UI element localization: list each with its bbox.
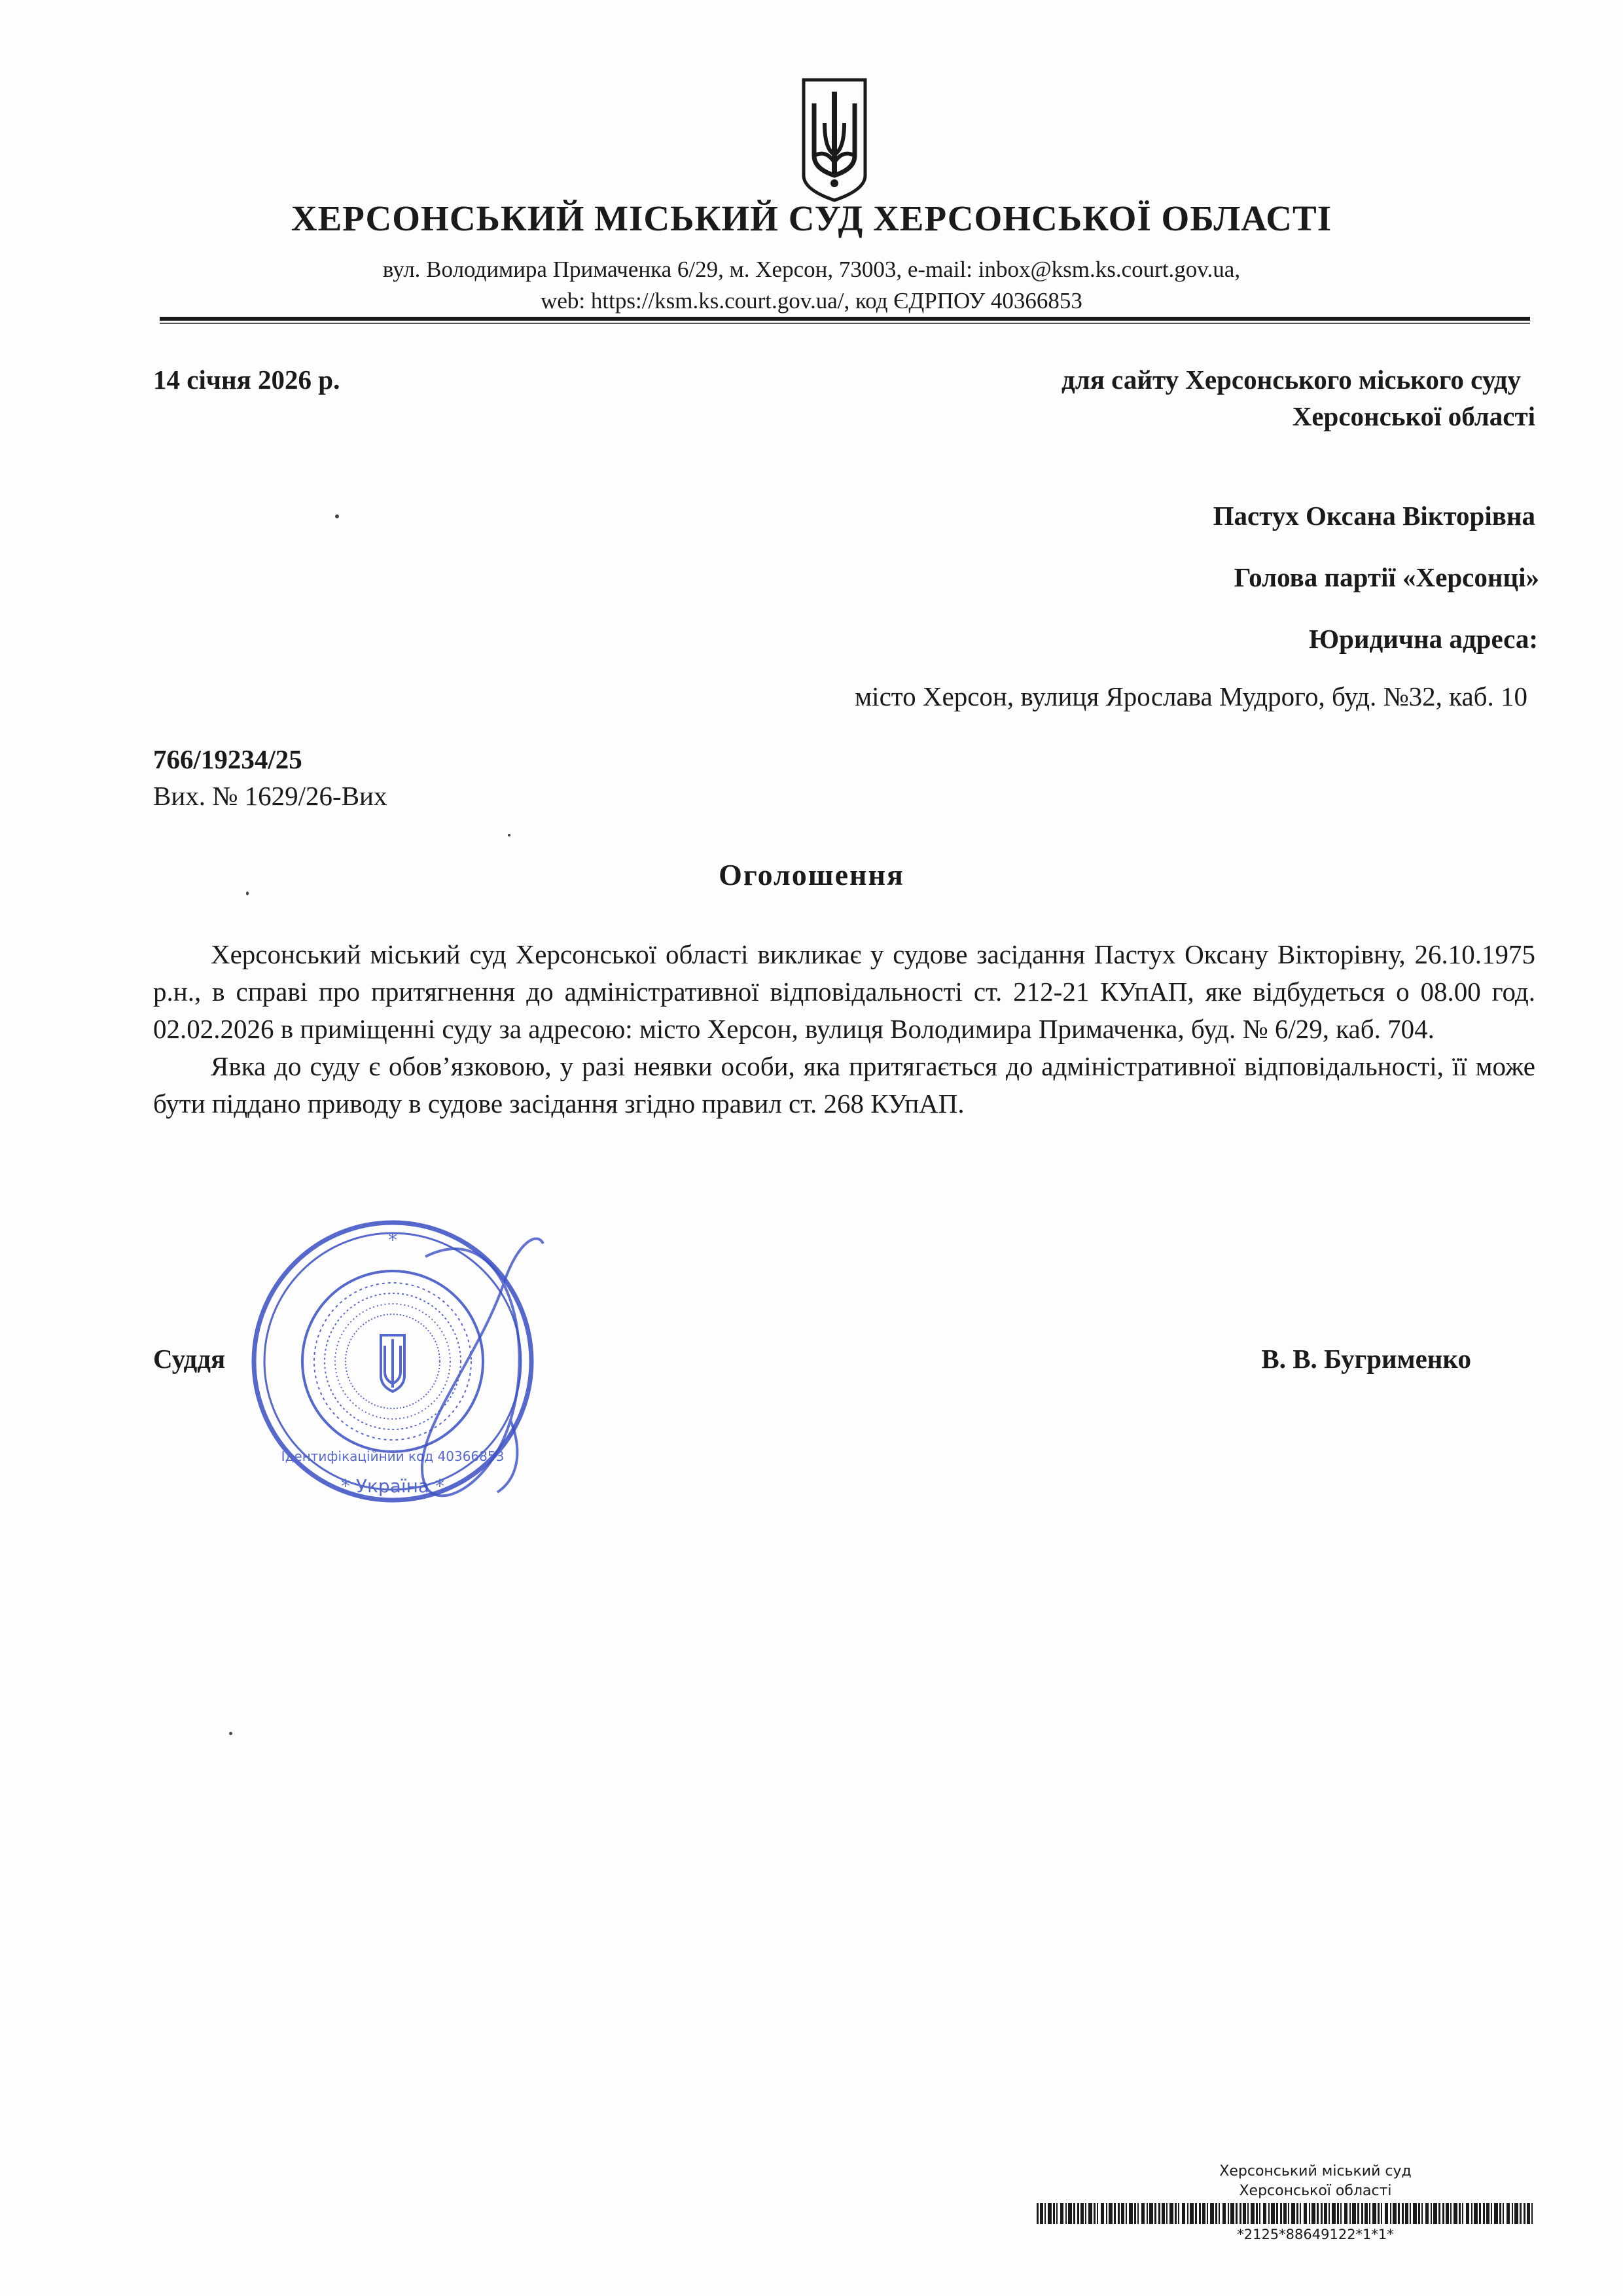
barcode-bar <box>1300 2203 1301 2224</box>
barcode-bar <box>1442 2203 1444 2224</box>
barcode-bar <box>1431 2203 1432 2224</box>
barcode-bar <box>1040 2203 1043 2224</box>
barcode-bar <box>1479 2203 1481 2224</box>
barcode-bar <box>1450 2203 1452 2224</box>
barcode-bar <box>1454 2203 1457 2224</box>
barcode-bar <box>1462 2203 1463 2224</box>
barcode-bar <box>1304 2203 1307 2224</box>
barcode-bar <box>1288 2203 1289 2224</box>
barcode-bar <box>1486 2203 1489 2224</box>
barcode-bar <box>1381 2203 1382 2224</box>
barcode-bar <box>1520 2203 1522 2224</box>
barcode-bar <box>1243 2203 1246 2224</box>
notice-body <box>153 936 1535 1122</box>
barcode-bar <box>1094 2203 1096 2224</box>
barcode-bar <box>1321 2203 1323 2224</box>
barcode-bar <box>1065 2203 1067 2224</box>
barcode-bar <box>1433 2203 1437 2224</box>
barcode-bar <box>1251 2203 1255 2224</box>
barcode-bar <box>1483 2203 1485 2224</box>
barcode-bar <box>1134 2203 1136 2224</box>
barcode-bar <box>1077 2203 1079 2224</box>
barcode-bar <box>1466 2203 1469 2224</box>
barcode-bar <box>1402 2203 1404 2224</box>
court-address-line: вул. Володимира Примаченка 6/29, м. Херсон, 73003, e-mail: inbox@ksm.ks.court.gov.ua, <box>382 257 1241 282</box>
barcode-bar <box>1405 2203 1408 2224</box>
barcode-bar <box>1349 2203 1351 2224</box>
barcode-bar <box>1357 2203 1359 2224</box>
barcode-bar <box>1195 2203 1197 2224</box>
barcode-bar <box>1385 2203 1388 2224</box>
barcode <box>1037 2203 1534 2224</box>
ukraine-trident-icon <box>800 77 869 203</box>
barcode-bar <box>1393 2203 1397 2224</box>
registration-court-line-2: Херсонської області <box>1239 2183 1392 2199</box>
barcode-bar <box>1332 2203 1336 2224</box>
barcode-bar <box>1044 2203 1046 2224</box>
barcode-bar <box>1166 2203 1168 2224</box>
outgoing-number: Вих. № 1629/26-Вих <box>153 781 387 811</box>
barcode-bar <box>1531 2203 1533 2224</box>
signer-label: Суддя <box>153 1344 226 1374</box>
barcode-bar <box>1474 2203 1478 2224</box>
barcode-bar <box>1364 2203 1368 2224</box>
barcode-bar <box>1126 2203 1127 2224</box>
barcode-bar <box>1109 2203 1113 2224</box>
notice-paragraph: Херсонський міський суд Херсонської області викликає у судове засідання Пастух Оксану Вікторівну, 26.10.1975 р.н., в справі про притягнення до адміністративної відповідальності ст. 212-21 КУпАП, яке відбудеться о 08.00 год. 02.02.2026 в приміщенні суду за адресою: місто Херсон, вулиця Володимира Примаченка, буд. № 6/29, каб. 704. <box>153 939 1535 1044</box>
barcode-bar <box>1413 2203 1417 2224</box>
barcode-bar <box>1280 2203 1282 2224</box>
addressee-address-label: Юридична адреса: <box>1308 624 1538 654</box>
barcode-bar <box>1418 2203 1420 2224</box>
court-seal <box>229 1204 569 1518</box>
barcode-bar <box>1259 2203 1260 2224</box>
barcode-bar <box>1271 2203 1275 2224</box>
barcode-bar <box>1291 2203 1295 2224</box>
header-divider <box>160 317 1530 321</box>
barcode-bar <box>1378 2203 1380 2224</box>
barcode-bar <box>1421 2203 1423 2224</box>
addressee-position: Голова партії «Херсонці» <box>1234 562 1539 592</box>
barcode-bar <box>1263 2203 1266 2224</box>
header-divider-thin <box>160 323 1530 324</box>
document-date: 14 січня 2026 р. <box>153 365 340 395</box>
barcode-bar <box>1268 2203 1270 2224</box>
registration-court-line-1: Херсонський міський суд <box>1219 2163 1412 2179</box>
barcode-bar <box>1060 2203 1063 2224</box>
barcode-bar <box>1398 2203 1400 2224</box>
barcode-bar <box>1169 2203 1173 2224</box>
barcode-number: *2125*88649122*1*1* <box>1237 2227 1394 2242</box>
barcode-bar <box>1097 2203 1098 2224</box>
barcode-bar <box>1256 2203 1258 2224</box>
barcode-bar <box>1053 2203 1055 2224</box>
barcode-bar <box>1340 2203 1342 2224</box>
barcode-bar <box>1236 2203 1238 2224</box>
barcode-bar <box>1048 2203 1052 2224</box>
barcode-bar <box>1129 2203 1133 2224</box>
recipient-line-2: Херсонської області <box>1292 401 1535 431</box>
barcode-bar <box>1101 2203 1104 2224</box>
barcode-bar <box>1317 2203 1319 2224</box>
barcode-bar <box>1106 2203 1107 2224</box>
barcode-bar <box>1149 2203 1153 2224</box>
barcode-bar <box>1118 2203 1120 2224</box>
barcode-bar <box>1503 2203 1504 2224</box>
barcode-bar <box>1114 2203 1116 2224</box>
barcode-bar <box>1068 2203 1072 2224</box>
barcode-bar <box>1446 2203 1449 2224</box>
barcode-bar <box>1352 2203 1356 2224</box>
barcode-bar <box>1228 2203 1229 2224</box>
barcode-bar <box>1471 2203 1472 2224</box>
barcode-bar <box>1425 2203 1429 2224</box>
barcode-bar <box>1372 2203 1376 2224</box>
barcode-bar <box>1121 2203 1124 2224</box>
barcode-bar <box>1088 2203 1092 2224</box>
court-contacts <box>0 254 1623 317</box>
barcode-bar <box>1190 2203 1194 2224</box>
barcode-bar <box>1459 2203 1461 2224</box>
barcode-bar <box>1344 2203 1347 2224</box>
barcode-bar <box>1337 2203 1339 2224</box>
barcode-bar <box>1056 2203 1058 2224</box>
barcode-bar <box>1324 2203 1327 2224</box>
barcode-bar <box>1309 2203 1310 2224</box>
scan-speck <box>335 514 339 518</box>
barcode-bar <box>1154 2203 1156 2224</box>
notice-paragraph: Явка до суду є обов’язковою, у разі неявки особи, яка притягається до адміністративної відповідальності, її може бути піддано приводу в судове засідання згідно правил ст. 268 КУпАП. <box>153 1051 1535 1119</box>
barcode-bar <box>1085 2203 1086 2224</box>
barcode-bar <box>1369 2203 1370 2224</box>
barcode-bar <box>1512 2203 1513 2224</box>
addressee-name: Пастух Оксана Вікторівна <box>1213 501 1535 531</box>
barcode-bar <box>1222 2203 1226 2224</box>
barcode-bar <box>1080 2203 1084 2224</box>
barcode-bar <box>1438 2203 1440 2224</box>
scan-speck <box>246 891 249 895</box>
barcode-bar <box>1219 2203 1220 2224</box>
barcode-bar <box>1527 2203 1530 2224</box>
signer-name: В. В. Бугрименко <box>1261 1344 1471 1374</box>
barcode-bar <box>1162 2203 1165 2224</box>
barcode-bar <box>1240 2203 1241 2224</box>
scan-speck <box>229 1732 232 1735</box>
addressee-address: місто Херсон, вулиця Ярослава Мудрого, буд. №32, каб. 10 <box>855 681 1527 711</box>
scan-speck <box>508 834 510 836</box>
barcode-bar <box>1158 2203 1160 2224</box>
barcode-bar <box>1410 2203 1411 2224</box>
barcode-bar <box>1494 2203 1498 2224</box>
barcode-bar <box>1210 2203 1214 2224</box>
barcode-bar <box>1202 2203 1205 2224</box>
svg-text:* Україна *: * Україна * <box>341 1475 444 1497</box>
barcode-bar <box>1491 2203 1492 2224</box>
barcode-bar <box>1137 2203 1139 2224</box>
svg-text:*: * <box>388 1229 397 1251</box>
barcode-bar <box>1276 2203 1278 2224</box>
barcode-bar <box>1178 2203 1179 2224</box>
notice-title: Оголошення <box>719 858 904 891</box>
barcode-bar <box>1215 2203 1217 2224</box>
svg-text:Ідентифікаційний код 40366853: Ідентифікаційний код 40366853 <box>281 1448 505 1464</box>
barcode-bar <box>1329 2203 1330 2224</box>
registration-court <box>1152 2162 1479 2201</box>
barcode-bar <box>1037 2203 1039 2224</box>
barcode-bar <box>1073 2203 1075 2224</box>
barcode-bar <box>1199 2203 1201 2224</box>
recipient-line-1: для сайту Херсонського міського суду <box>1061 365 1521 395</box>
barcode-bar <box>1187 2203 1188 2224</box>
barcode-bar <box>1147 2203 1148 2224</box>
court-name: ХЕРСОНСЬКИЙ МІСЬКИЙ СУД ХЕРСОНСЬКОЇ ОБЛАСТІ <box>291 198 1332 238</box>
barcode-bar <box>1390 2203 1391 2224</box>
barcode-bar <box>1311 2203 1315 2224</box>
barcode-bar <box>1507 2203 1510 2224</box>
barcode-bar <box>1182 2203 1185 2224</box>
barcode-bar <box>1514 2203 1518 2224</box>
barcode-bar <box>1524 2203 1525 2224</box>
barcode-bar <box>1175 2203 1177 2224</box>
barcode-bar <box>1141 2203 1145 2224</box>
barcode-bar <box>1499 2203 1501 2224</box>
barcode-bar <box>1230 2203 1234 2224</box>
barcode-bar <box>1207 2203 1208 2224</box>
barcode-bar <box>1296 2203 1298 2224</box>
case-number: 766/19234/25 <box>153 744 302 774</box>
barcode-bar <box>1283 2203 1287 2224</box>
barcode-bar <box>1361 2203 1363 2224</box>
court-web-line: web: https://ksm.ks.court.gov.ua/, код ЄДРПОУ 40366853 <box>541 288 1082 314</box>
barcode-bar <box>1247 2203 1249 2224</box>
